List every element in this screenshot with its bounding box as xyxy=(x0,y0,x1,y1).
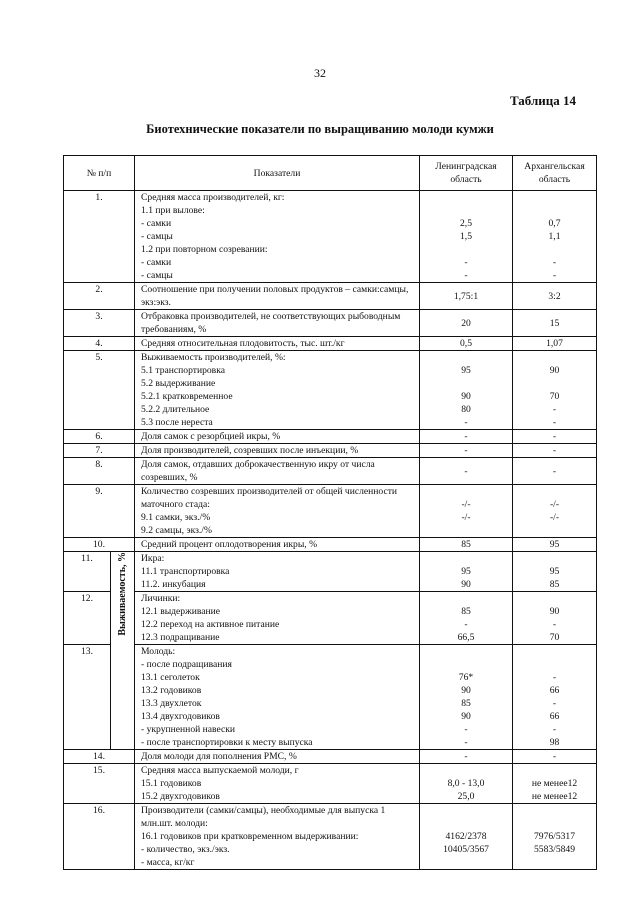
header-col2: Архангельская область xyxy=(513,156,597,191)
value-line xyxy=(516,204,593,217)
value-line: 90 xyxy=(461,391,471,402)
value-line: 1,07 xyxy=(546,338,563,349)
row-number: 4. xyxy=(64,337,135,351)
indicator-cell xyxy=(135,552,420,592)
table-row xyxy=(64,283,597,310)
leningrad-value-cell xyxy=(420,430,513,444)
indicator-line: 12.2 переход на активное питание xyxy=(141,619,280,630)
table-row xyxy=(64,430,597,444)
value-line: -/- xyxy=(461,512,471,523)
row-number: 11. xyxy=(64,552,111,592)
value-line: -/- xyxy=(549,499,560,510)
value-line: 95 xyxy=(549,539,560,550)
table-row xyxy=(64,764,597,804)
arkhangelsk-value-cell xyxy=(513,804,597,870)
indicator-cell xyxy=(135,458,420,485)
indicator-line: Доля молоди для пополнения РМС, % xyxy=(141,751,297,762)
value-line: 90 xyxy=(549,606,560,617)
value-line xyxy=(423,377,509,390)
value-line: 66,5 xyxy=(457,632,475,643)
leningrad-value-cell xyxy=(420,592,513,645)
indicator-cell xyxy=(135,337,420,351)
indicator-cell xyxy=(135,804,420,870)
value-line: - xyxy=(552,431,557,442)
leningrad-value-cell xyxy=(420,310,513,337)
value-line: 1,75:1 xyxy=(453,290,479,302)
table-row xyxy=(64,458,597,485)
indicator-line: 11.2. инкубация xyxy=(141,579,206,590)
value-line: 8,0 - 13,0 xyxy=(447,778,485,789)
indicator-line: 13.1 сеголеток xyxy=(141,672,200,683)
value-line: - xyxy=(464,465,468,477)
indicator-line: 9.1 самки, экз./% xyxy=(141,512,211,523)
table-row xyxy=(64,337,597,351)
value-line xyxy=(516,804,593,817)
value-line: 5583/5849 xyxy=(533,844,576,855)
arkhangelsk-value-cell xyxy=(513,337,597,351)
leningrad-value-cell xyxy=(420,191,513,283)
value-line: 85 xyxy=(549,579,560,590)
arkhangelsk-value-cell xyxy=(513,430,597,444)
value-line: - xyxy=(552,445,557,456)
arkhangelsk-value-cell xyxy=(513,485,597,538)
indicator-line: 12.1 выдерживание xyxy=(141,606,221,617)
value-line: - xyxy=(464,417,468,428)
value-line: - xyxy=(464,270,468,281)
indicator-line: Производители (самки/самцы), необходимые для выпуска 1 млн.шт. молоди: xyxy=(141,805,386,829)
indicator-cell xyxy=(135,764,420,804)
indicator-line: Личинки: xyxy=(141,593,181,604)
indicator-line: Доля самок с резорбцией икры, % xyxy=(141,431,281,442)
row-number: 2. xyxy=(64,283,135,310)
header-num: № п/п xyxy=(64,156,135,191)
leningrad-value-cell xyxy=(420,750,513,764)
arkhangelsk-value-cell xyxy=(513,444,597,458)
value-line: - xyxy=(464,751,468,762)
value-line: 25,0 xyxy=(457,791,475,802)
table-row xyxy=(64,645,597,750)
value-line xyxy=(423,204,509,217)
value-line xyxy=(423,645,509,658)
header-row xyxy=(64,156,597,191)
indicator-line: 16.1 годовиков при кратковременном выдерживании: xyxy=(141,831,359,842)
row-number: 12. xyxy=(64,592,111,645)
value-line: 95 xyxy=(461,365,471,376)
leningrad-value-cell xyxy=(420,283,513,310)
table-row xyxy=(64,310,597,337)
table-row xyxy=(64,804,597,870)
indicator-line: Отбраковка производителей, не соответствующих рыбоводным требованиям, % xyxy=(141,311,401,335)
value-line: 90 xyxy=(461,711,471,722)
indicator-cell xyxy=(135,645,420,750)
arkhangelsk-value-cell xyxy=(513,191,597,283)
value-line xyxy=(516,592,593,605)
table-row xyxy=(64,485,597,538)
value-line xyxy=(423,485,509,498)
value-line xyxy=(516,658,593,671)
indicator-cell xyxy=(135,310,420,337)
indicator-line: - после подращивания xyxy=(141,659,232,670)
value-line: - xyxy=(552,698,557,709)
value-line: не менее12 xyxy=(531,778,578,789)
value-line: не менее12 xyxy=(531,791,578,802)
value-line: 4162/2378 xyxy=(445,831,487,842)
value-line: 20 xyxy=(461,317,471,329)
indicator-line: Средняя масса выпускаемой молоди, г xyxy=(141,765,299,776)
row-number: 8. xyxy=(64,458,135,485)
value-line xyxy=(423,592,509,605)
indicator-line: Средняя относительная плодовитость, тыс. шт./кг xyxy=(141,338,345,349)
biotech-table xyxy=(63,155,597,870)
indicator-line: 13.2 годовиков xyxy=(141,685,202,696)
value-line xyxy=(516,817,593,830)
indicator-line: 12.3 подращивание xyxy=(141,632,220,643)
value-line: - xyxy=(552,672,557,683)
row-number: 15. xyxy=(64,764,135,804)
value-line: 66 xyxy=(549,685,560,696)
leningrad-value-cell xyxy=(420,538,513,552)
value-line xyxy=(516,552,593,565)
value-line: 76* xyxy=(458,672,474,683)
value-line: 0,5 xyxy=(460,338,472,349)
vertical-label-text: Выживаемость, % xyxy=(117,552,128,636)
indicator-line: - масса, кг/кг xyxy=(141,857,195,868)
arkhangelsk-value-cell xyxy=(513,645,597,750)
value-line: 80 xyxy=(461,404,471,415)
survival-vertical-label xyxy=(111,552,135,750)
indicator-cell xyxy=(135,538,420,552)
table-row xyxy=(64,538,597,552)
indicator-line: - укрупненной навески xyxy=(141,724,236,735)
arkhangelsk-value-cell xyxy=(513,538,597,552)
arkhangelsk-value-cell xyxy=(513,552,597,592)
leningrad-value-cell xyxy=(420,764,513,804)
indicator-cell xyxy=(135,191,420,283)
value-line: 66 xyxy=(549,711,560,722)
leningrad-value-cell xyxy=(420,552,513,592)
indicator-cell xyxy=(135,351,420,430)
value-line: 1,5 xyxy=(460,231,472,242)
value-line: 85 xyxy=(461,606,471,617)
indicator-line: 1.1 при вылове: xyxy=(141,205,205,216)
indicator-line: 13.4 двухгодовиков xyxy=(141,711,220,722)
indicator-line: 5.2.1 кратковременное xyxy=(141,391,233,402)
value-line: - xyxy=(552,257,557,268)
indicator-cell xyxy=(135,750,420,764)
table-row xyxy=(64,351,597,430)
indicator-line: - количество, экз./экз. xyxy=(141,844,230,855)
header-col1: Ленинградская область xyxy=(420,156,513,191)
value-line: 85 xyxy=(461,539,471,550)
row-number: 1. xyxy=(64,191,135,283)
row-number: 14. xyxy=(64,750,135,764)
indicator-cell xyxy=(135,592,420,645)
indicator-line: 11.1 транспортировка xyxy=(141,566,230,577)
value-line: 0,7 xyxy=(548,218,561,229)
value-line xyxy=(516,351,593,364)
indicator-line: 15.1 годовиков xyxy=(141,778,202,789)
value-line: - xyxy=(464,445,468,456)
value-line xyxy=(423,658,509,671)
indicator-cell xyxy=(135,485,420,538)
value-line: -/- xyxy=(549,512,560,523)
indicator-line: - самки xyxy=(141,257,172,268)
indicator-line: - самцы xyxy=(141,231,173,242)
value-line: 7976/5317 xyxy=(533,831,576,842)
indicator-line: Икра: xyxy=(141,553,165,564)
value-line: 95 xyxy=(549,566,560,577)
leningrad-value-cell xyxy=(420,458,513,485)
table-row xyxy=(64,592,597,645)
row-number: 7. xyxy=(64,444,135,458)
value-line xyxy=(423,804,509,817)
value-line: 70 xyxy=(549,391,560,402)
page-number: 32 xyxy=(314,66,326,80)
indicator-line: 5.2 выдерживание xyxy=(141,378,216,389)
arkhangelsk-value-cell xyxy=(513,458,597,485)
value-line xyxy=(423,552,509,565)
value-line xyxy=(423,191,509,204)
row-number: 16. xyxy=(64,804,135,870)
indicator-line: Средний процент оплодотворения икры, % xyxy=(141,539,318,550)
row-number: 3. xyxy=(64,310,135,337)
value-line: 70 xyxy=(549,632,560,643)
value-line xyxy=(423,243,509,256)
table-title: Биотехнические показатели по выращиванию молоди кумжи xyxy=(146,122,494,136)
arkhangelsk-value-cell xyxy=(513,764,597,804)
table-row xyxy=(64,191,597,283)
leningrad-value-cell xyxy=(420,485,513,538)
value-line: - xyxy=(464,257,468,268)
value-line: 15 xyxy=(549,317,560,329)
row-number: 10. xyxy=(64,538,135,552)
value-line xyxy=(516,243,593,256)
indicator-line: Соотношение при получении половых продуктов – самки:самцы, экз:экз. xyxy=(141,284,409,308)
value-line: 90 xyxy=(461,579,471,590)
leningrad-value-cell xyxy=(420,804,513,870)
row-number: 5. xyxy=(64,351,135,430)
row-number: 13. xyxy=(64,645,111,750)
indicator-line: 5.2.2 длительное xyxy=(141,404,210,415)
arkhangelsk-value-cell xyxy=(513,750,597,764)
indicator-line: - самки xyxy=(141,218,172,229)
arkhangelsk-value-cell xyxy=(513,310,597,337)
indicator-line: - самцы xyxy=(141,270,173,281)
value-line: 2,5 xyxy=(460,218,472,229)
leningrad-value-cell xyxy=(420,337,513,351)
table-row xyxy=(64,444,597,458)
value-line: 1,1 xyxy=(548,231,561,242)
indicator-line: 9.2 самцы, экз./% xyxy=(141,525,212,536)
value-line: - xyxy=(464,431,468,442)
value-line xyxy=(423,351,509,364)
indicator-line: 5.1 транспортировка xyxy=(141,365,225,376)
table-label: Таблица 14 xyxy=(509,93,576,108)
arkhangelsk-value-cell xyxy=(513,592,597,645)
indicator-line: Средняя масса производителей, кг: xyxy=(141,192,285,203)
value-line xyxy=(516,377,593,390)
value-line: - xyxy=(552,465,557,477)
indicator-line: Молодь: xyxy=(141,646,176,657)
value-line: - xyxy=(552,724,557,735)
indicator-cell xyxy=(135,444,420,458)
indicator-cell xyxy=(135,430,420,444)
value-line: - xyxy=(552,270,557,281)
value-line: 90 xyxy=(549,365,560,376)
value-line: - xyxy=(552,404,557,415)
value-line xyxy=(516,764,593,777)
value-line xyxy=(423,764,509,777)
arkhangelsk-value-cell xyxy=(513,351,597,430)
indicator-line: 5.3 после нереста xyxy=(141,417,213,428)
indicator-line: 1.2 при повторном созревании: xyxy=(141,244,268,255)
arkhangelsk-value-cell xyxy=(513,283,597,310)
value-line: 90 xyxy=(461,685,471,696)
row-number: 9. xyxy=(64,485,135,538)
value-line xyxy=(516,191,593,204)
value-line: 85 xyxy=(461,698,471,709)
value-line: - xyxy=(464,724,468,735)
row-number: 6. xyxy=(64,430,135,444)
indicator-line: 13.3 двухлеток xyxy=(141,698,202,709)
value-line: 95 xyxy=(461,566,471,577)
value-line: - xyxy=(552,417,557,428)
indicator-line: Доля самок, отдавших доброкачественную икру от числа созревших, % xyxy=(141,459,375,483)
table-body xyxy=(64,191,597,870)
leningrad-value-cell xyxy=(420,351,513,430)
indicator-line: - после транспортировки к месту выпуска xyxy=(141,737,313,748)
value-line: 10405/3567 xyxy=(443,844,489,855)
value-line: - xyxy=(552,751,557,762)
value-line: 98 xyxy=(549,737,560,748)
value-line xyxy=(516,485,593,498)
indicator-line: Количество созревших производителей от общей численности маточного стада: xyxy=(141,486,398,510)
indicator-cell xyxy=(135,283,420,310)
table-row xyxy=(64,750,597,764)
value-line: 3:2 xyxy=(548,290,561,302)
value-line xyxy=(516,645,593,658)
table-row xyxy=(64,552,597,592)
header-indicator: Показатели xyxy=(135,156,420,191)
leningrad-value-cell xyxy=(420,444,513,458)
value-line: - xyxy=(464,737,468,748)
value-line: - xyxy=(464,619,468,630)
value-line: - xyxy=(552,619,557,630)
indicator-line: 15.2 двухгодовиков xyxy=(141,791,220,802)
indicator-line: Выживаемость производителей, %: xyxy=(141,352,286,363)
value-line xyxy=(423,817,509,830)
leningrad-value-cell xyxy=(420,645,513,750)
indicator-line: Доля производителей, созревших после инъекции, % xyxy=(141,445,359,456)
value-line: -/- xyxy=(461,499,471,510)
